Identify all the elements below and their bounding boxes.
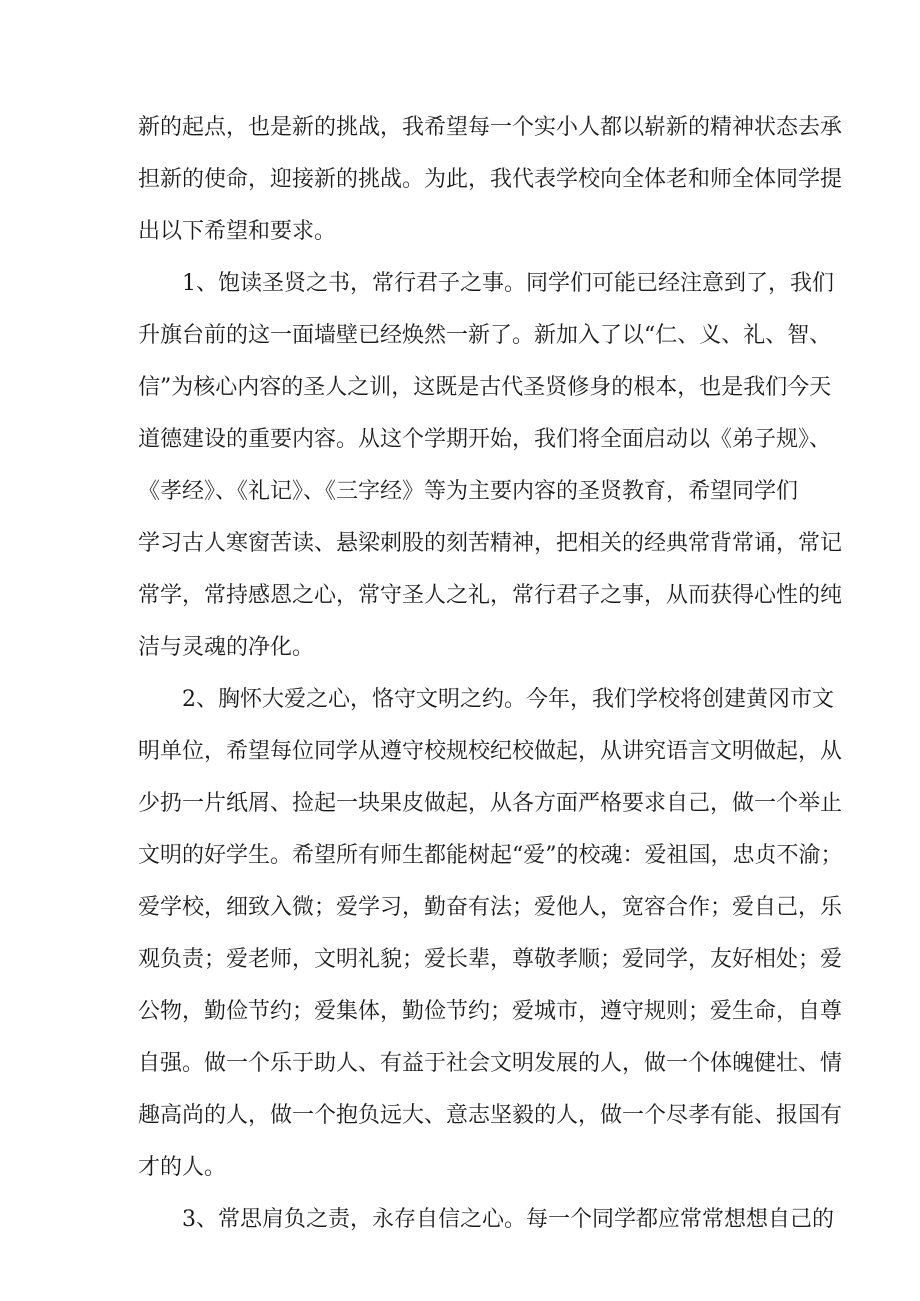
text-line: 公物，勤俭节约；爱集体，勤俭节约；爱城市，遵守规则；爱生命，自尊 xyxy=(138,999,843,1024)
text-line: 3、常思肩负之责，永存自信之心。每一个同学都应常常想想自己的 xyxy=(182,1207,834,1232)
text-line: 趣高尚的人，做一个抱负远大、意志坚毅的人，做一个尽孝有能、报国有 xyxy=(138,1103,843,1128)
text-line: 洁与灵魂的净化。 xyxy=(138,635,315,660)
text-line: 明单位，希望每位同学从遵守校规校纪校做起，从讲究语言文明做起，从 xyxy=(138,739,843,764)
text-line: 出以下希望和要求。 xyxy=(138,219,337,244)
text-line: 1、饱读圣贤之书，常行君子之事。同学们可能已经注意到了，我们 xyxy=(182,271,834,296)
text-line: 文明的好学生。希望所有师生都能树起“爱”的校魂：爱祖国，忠贞不渝； xyxy=(138,843,843,868)
text-line: 信”为核心内容的圣人之训，这既是古代圣贤修身的根本，也是我们今天 xyxy=(138,375,832,400)
text-line: 升旗台前的这一面墙壁已经焕然一新了。新加入了以“仁、义、礼、智、 xyxy=(138,323,832,348)
text-line: 《孝经》、《礼记》、《三字经》等为主要内容的圣贤教育，希望同学们 xyxy=(138,479,799,504)
text-line: 爱学校，细致入微；爱学习，勤奋有法；爱他人，宽容合作；爱自己，乐 xyxy=(138,895,843,920)
text-line: 道德建设的重要内容。从这个学期开始，我们将全面启动以《弟子规》、 xyxy=(138,427,832,452)
text-line: 2、胸怀大爱之心，恪守文明之约。今年，我们学校将创建黄冈市文 xyxy=(182,687,834,712)
text-line: 常学，常持感恩之心，常守圣人之礼，常行君子之事，从而获得心性的纯 xyxy=(138,583,843,608)
text-line: 担新的使命，迎接新的挑战。为此，我代表学校向全体老和师全体同学提 xyxy=(138,167,843,192)
text-line: 学习古人寒窗苦读、悬梁刺股的刻苦精神，把相关的经典常背常诵，常记 xyxy=(138,531,843,556)
text-line: 新的起点，也是新的挑战，我希望每一个实小人都以崭新的精神状态去承 xyxy=(138,115,843,140)
text-line: 自强。做一个乐于助人、有益于社会文明发展的人，做一个体魄健壮、情 xyxy=(138,1051,843,1076)
text-line: 观负责；爱老师，文明礼貌；爱长辈，尊敬孝顺；爱同学，友好相处；爱 xyxy=(138,947,843,972)
text-line: 才的人。 xyxy=(138,1155,227,1180)
text-line: 少扔一片纸屑、捡起一块果皮做起，从各方面严格要求自己，做一个举止 xyxy=(138,791,843,816)
